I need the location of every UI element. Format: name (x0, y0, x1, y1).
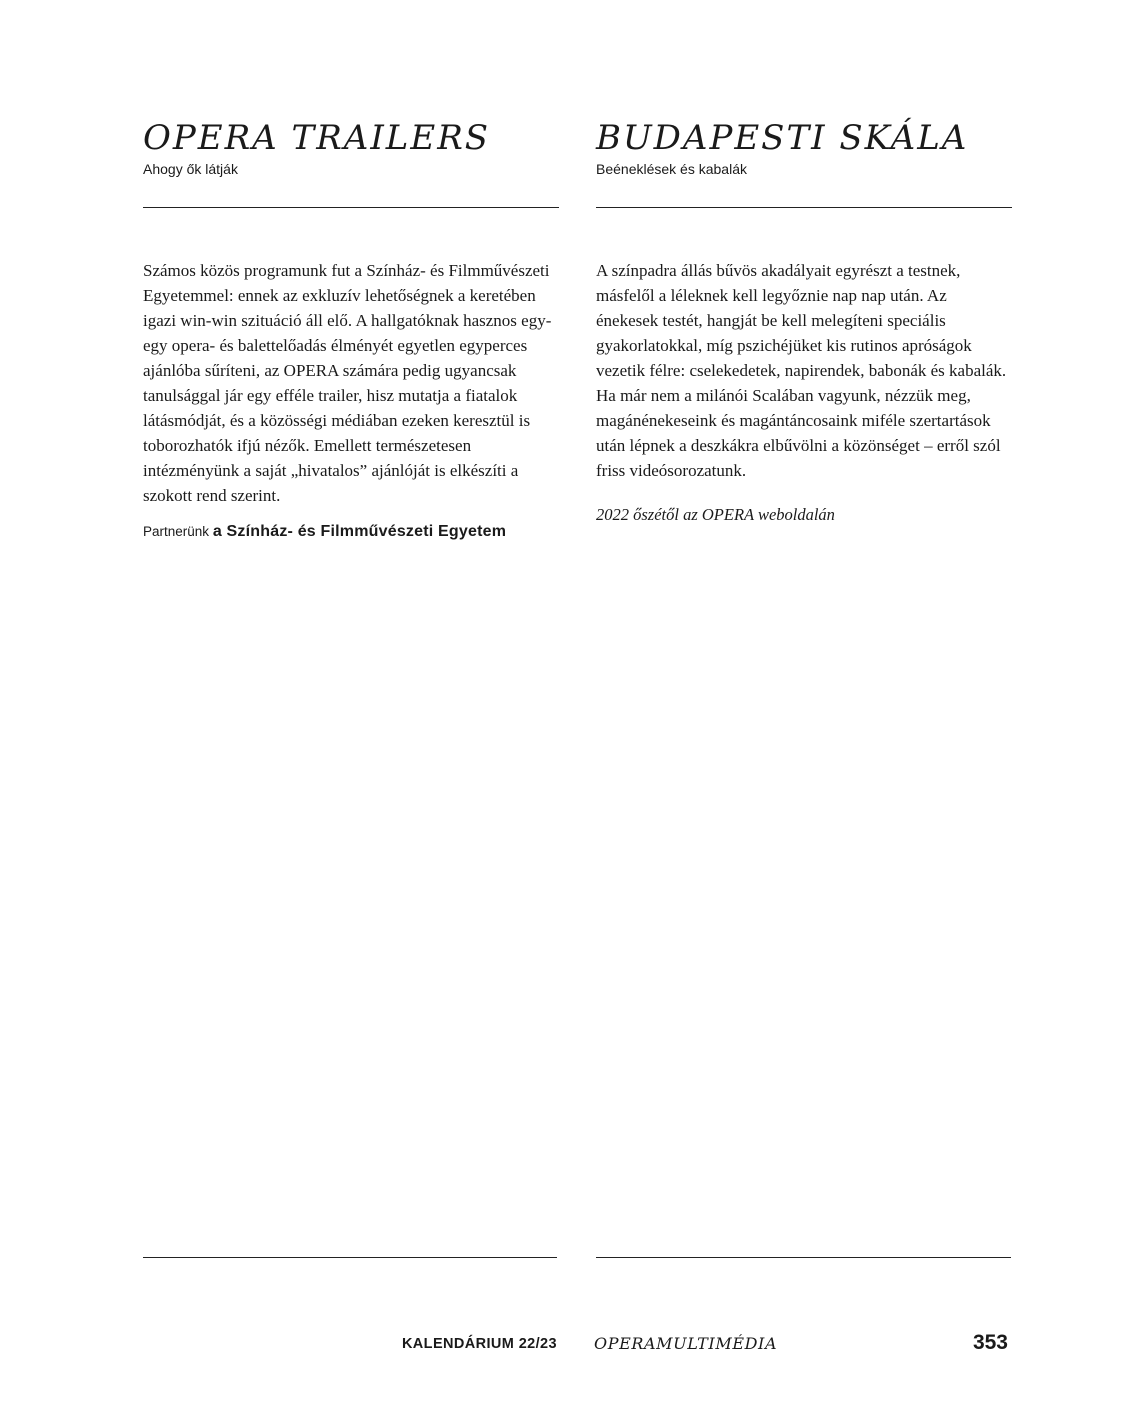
page-number: 353 (972, 1331, 1008, 1354)
footer-section: OPERAMULTIMÉDIA (594, 1334, 778, 1353)
release-date-note: 2022 őszétől az OPERA weboldalán (596, 505, 835, 524)
footer-divider-right (596, 1257, 1011, 1258)
left-title-divider (143, 207, 559, 208)
footer-divider-left (143, 1257, 557, 1258)
right-title-divider (596, 207, 1012, 208)
left-article (143, 118, 559, 542)
right-article-subtitle: Beéneklések és kabalák (596, 161, 747, 177)
partner-prefix: Partnerünk (143, 524, 210, 539)
right-article-body: A színpadra állás bűvös akadályait egyrészt a testnek, másfelől a léleknek kell legyőznie nap nap után. Az énekesek testét, hangját be kell melegíteni speciális gyakorlatokkal, míg pszichéjüket kis rutinos apróságok vezetik félre: cselekedetek, napirendek, babonák és kabalák. Ha már nem a milánói Scalában vagyunk, nézzük meg, magánénekeseink és magántáncosaink miféle szertartások után lépnek a deszkákra elbűvölni a közönséget – erről szól friss videósorozatunk. (596, 261, 1007, 480)
footer-publication: KALENDÁRIUM 22/23 (401, 1336, 557, 1352)
left-article-subtitle: Ahogy ők látják (143, 161, 238, 177)
left-article-title: OPERA TRAILERS (143, 118, 491, 158)
right-article-title: BUDAPESTI SKÁLA (596, 118, 969, 158)
partner-name: a Színház- és Filmművészeti Egyetem (212, 523, 507, 540)
right-article (596, 118, 1012, 526)
partner-credit (143, 522, 559, 542)
left-article-body: Számos közös programunk fut a Színház- és Filmművészeti Egyetemmel: ennek az exkluzív lehetőségnek a keretében igazi win-win szituáció áll elő. A hallgatóknak hasznos egy-egy opera- és balettelőadás élményét egyetlen egyperces ajánlóba sűríteni, az OPERA számára pedig ugyancsak tanulsággal jár egy efféle trailer, hisz mutatja a fiatalok látásmódját, és a közösségi médiában ezeken keresztül is toborozhatók ifjú nézők. Emellett természetesen intézményünk a saját „hivatalos” ajánlóját is elkészíti a szokott rend szerint. (143, 261, 552, 505)
